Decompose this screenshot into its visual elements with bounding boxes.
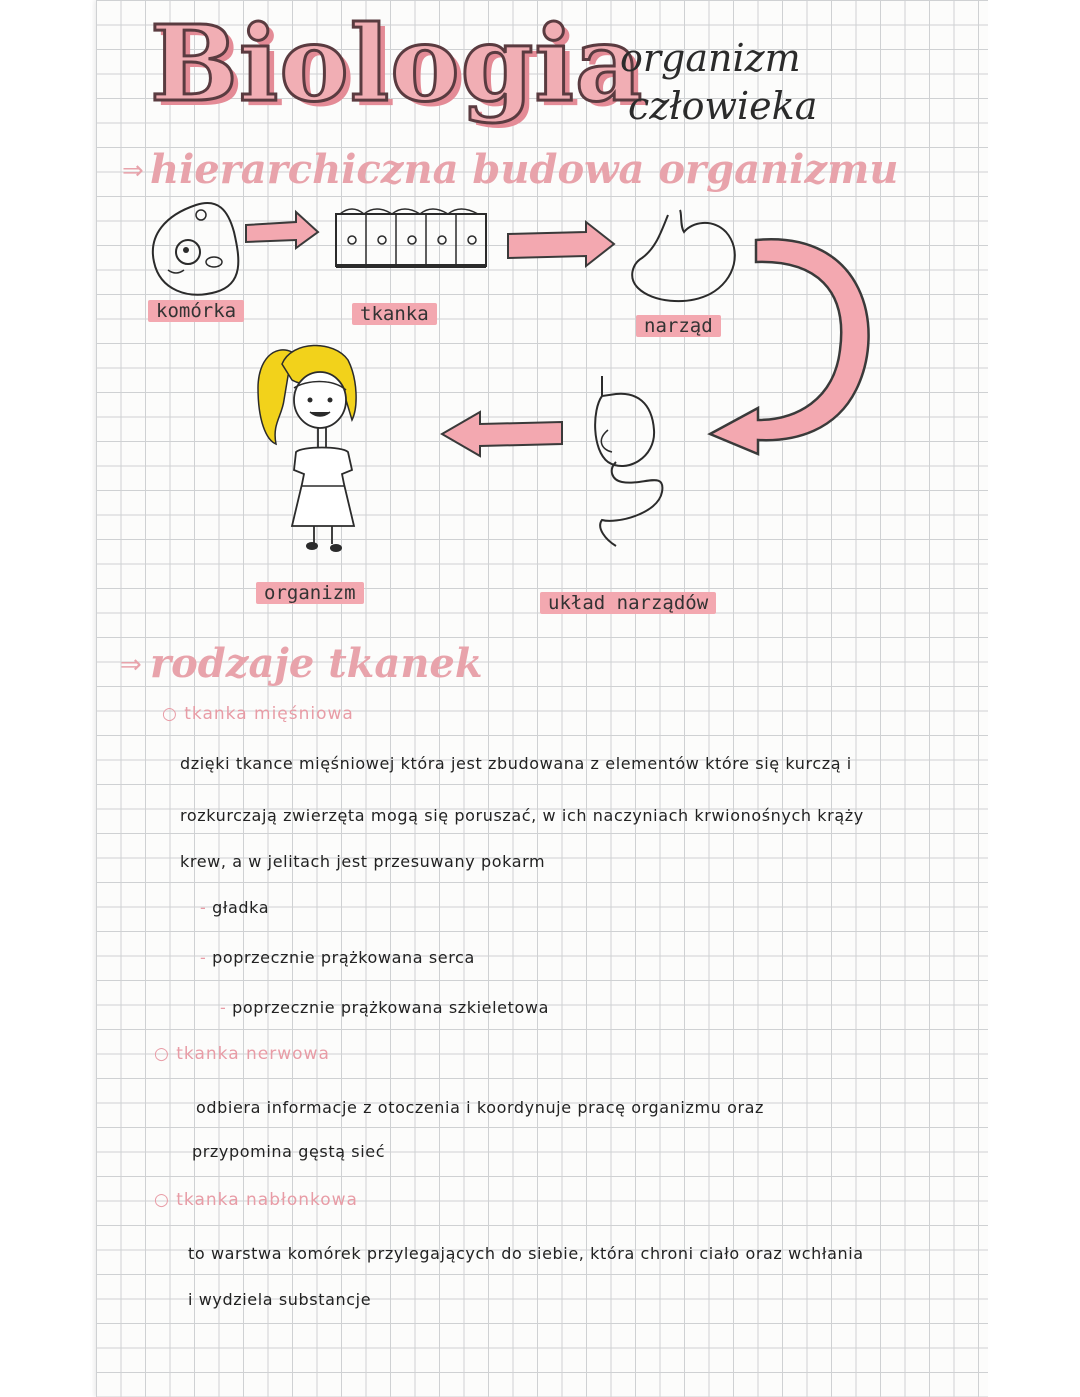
arrow-cell-to-tissue <box>246 212 318 248</box>
label-organ: narząd <box>636 315 721 337</box>
muscle-item-3: - poprzecznie prążkowana szkieletowa <box>220 998 549 1017</box>
epithelial-title-text: tkanka nabłonkowa <box>176 1190 358 1210</box>
heading-arrow-mark: ⇒ <box>122 156 144 186</box>
label-tissue: tkanka <box>352 303 437 325</box>
muscle-item-1: - gładka <box>200 898 270 917</box>
muscle-line-3: krew, a w jelitach jest przesuwany pokarm <box>180 852 546 871</box>
epithelial-title: ○ tkanka nabłonkowa <box>154 1190 358 1210</box>
muscle-title-text: tkanka mięśniowa <box>184 704 354 724</box>
organ-system-drawing <box>595 376 662 546</box>
muscle-line-1: dzięki tkance mięśniowej która jest zbudowana z elementów które się kurczą i <box>180 754 852 773</box>
muscle-line-2: rozkurczają zwierzęta mogą się poruszać, w ich naczyniach krwionośnych krąży <box>180 806 864 825</box>
label-organ-system: układ narządów <box>540 592 716 614</box>
epithelial-line-1: to warstwa komórek przylegających do siebie, która chroni ciało oraz wchłania <box>188 1244 864 1263</box>
muscle-item-3-text: poprzecznie prążkowana szkieletowa <box>232 998 549 1017</box>
muscle-item-2: - poprzecznie prążkowana serca <box>200 948 475 967</box>
heading2-arrow-mark: ⇒ <box>120 650 142 680</box>
epithelial-line-2: i wydziela substancje <box>188 1290 372 1309</box>
organism-drawing <box>258 345 356 552</box>
label-cell: komórka <box>148 300 244 322</box>
arrow-tissue-to-organ <box>508 222 614 266</box>
arrow-organ-to-system <box>710 239 869 454</box>
muscle-item-1-text: gładka <box>212 898 270 917</box>
nervous-title-text: tkanka nerwowa <box>176 1044 330 1064</box>
arrow-system-to-organism <box>442 412 562 456</box>
muscle-title: ○ tkanka mięśniowa <box>162 704 354 724</box>
subtitle-line-1: organizm <box>620 36 801 80</box>
tissue-drawing <box>336 209 486 266</box>
nervous-line-2: przypomina gęstą sieć <box>192 1142 386 1161</box>
notebook-page <box>96 0 988 1397</box>
subtitle-line-2: człowieka <box>628 84 818 128</box>
cell-drawing <box>153 203 238 295</box>
section1-heading: hierarchiczna budowa organizmu <box>150 146 899 193</box>
label-organism: organizm <box>256 582 364 604</box>
nervous-line-1: odbiera informacje z otoczenia i koordynuje pracę organizmu oraz <box>196 1098 765 1117</box>
nervous-title: ○ tkanka nerwowa <box>154 1044 330 1064</box>
page-title: Biologia <box>150 2 644 125</box>
muscle-item-2-text: poprzecznie prążkowana serca <box>212 948 475 967</box>
section2-heading: rodzaje tkanek <box>150 640 483 687</box>
organ-drawing <box>632 210 735 301</box>
